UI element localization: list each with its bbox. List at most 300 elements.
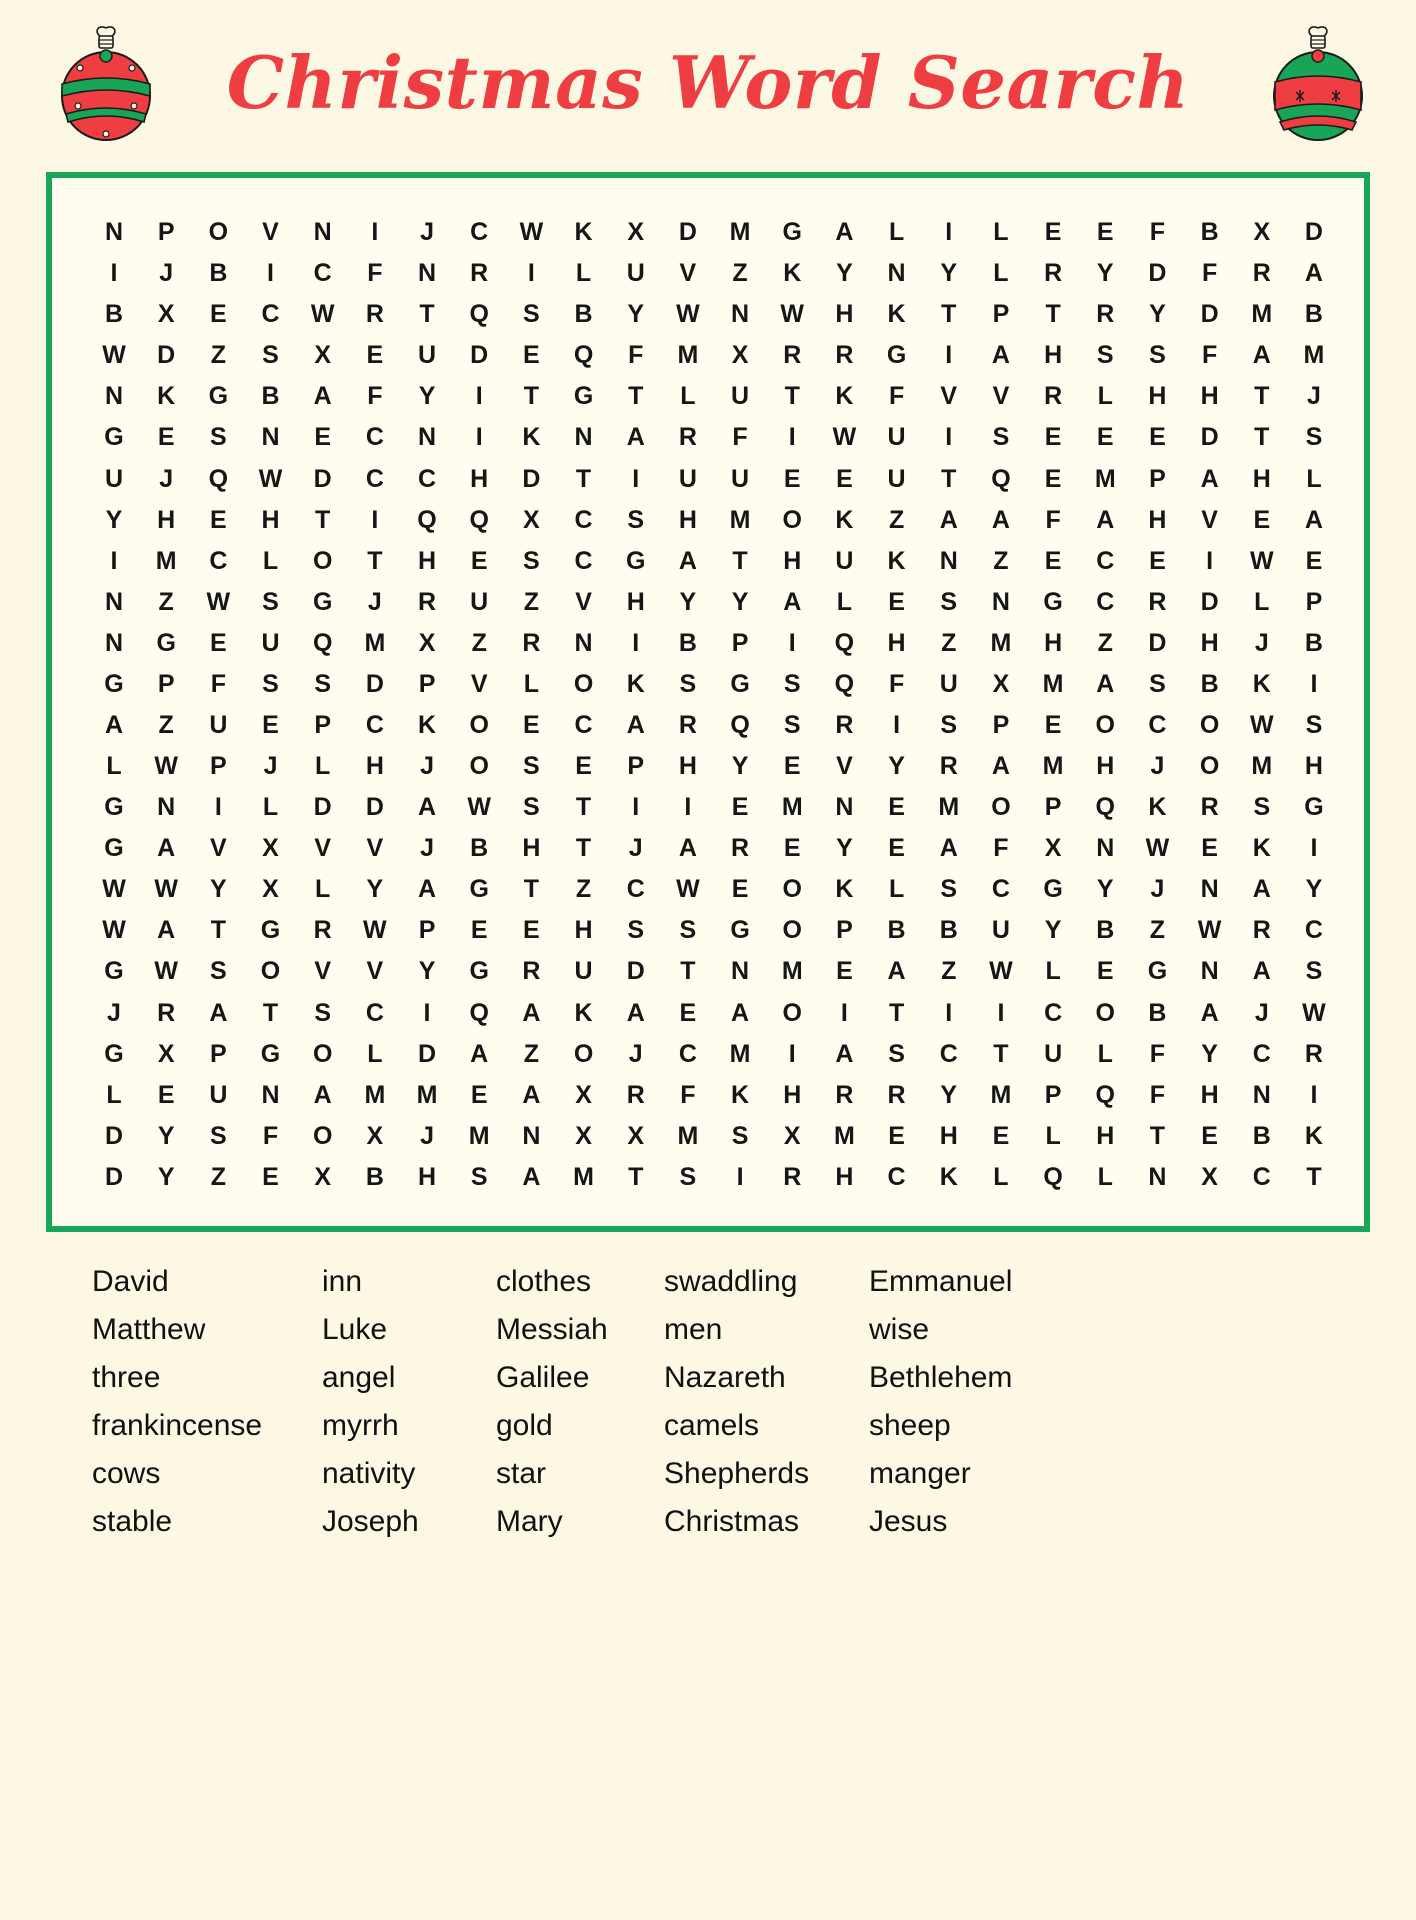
grid-cell[interactable]: C	[1148, 710, 1167, 739]
grid-cell[interactable]: P	[992, 710, 1010, 739]
grid-cell[interactable]: W	[154, 957, 178, 986]
grid-cell[interactable]: B	[1252, 1121, 1271, 1150]
grid-cell[interactable]: E	[836, 957, 853, 986]
grid-cell[interactable]: E	[1253, 505, 1271, 534]
grid-cell[interactable]: G	[104, 669, 124, 698]
grid-cell[interactable]: I	[214, 793, 222, 822]
grid-cell[interactable]: L	[262, 546, 279, 575]
grid-cell[interactable]: W	[1302, 998, 1326, 1027]
grid-cell[interactable]: E	[992, 1121, 1010, 1150]
grid-cell[interactable]: S	[523, 300, 540, 329]
grid-cell[interactable]: E	[210, 628, 227, 657]
word-list-item[interactable]: star	[496, 1457, 547, 1490]
grid-cell[interactable]: Z	[732, 259, 748, 288]
grid-cell[interactable]: U	[991, 916, 1010, 945]
grid-cell[interactable]: E	[157, 1080, 175, 1109]
grid-cell[interactable]: F	[262, 1121, 279, 1150]
grid-cell[interactable]: Z	[210, 341, 226, 370]
grid-cell[interactable]: C	[365, 710, 384, 739]
grid-cell[interactable]: F	[732, 423, 748, 452]
grid-cell[interactable]: F	[367, 259, 383, 288]
grid-cell[interactable]: V	[262, 218, 279, 247]
grid-cell[interactable]: D	[1200, 300, 1219, 329]
grid-cell[interactable]: R	[522, 957, 541, 986]
grid-cell[interactable]: W	[467, 793, 491, 822]
grid-cell[interactable]: A	[939, 834, 958, 863]
grid-cell[interactable]: E	[1096, 957, 1114, 986]
grid-cell[interactable]: M	[781, 793, 803, 822]
grid-cell[interactable]: Y	[836, 834, 853, 863]
grid-cell[interactable]: S	[679, 669, 697, 698]
grid-cell[interactable]: S	[262, 341, 279, 370]
grid-cell[interactable]: F	[1201, 341, 1218, 370]
grid-cell[interactable]: L	[106, 1080, 122, 1109]
grid-cell[interactable]: H	[835, 1162, 854, 1191]
grid-cell[interactable]: Y	[1044, 916, 1062, 945]
grid-cell[interactable]: E	[783, 752, 801, 781]
grid-cell[interactable]: S	[627, 505, 645, 534]
grid-cell[interactable]: Z	[941, 957, 957, 986]
grid-cell[interactable]: M	[729, 505, 751, 534]
grid-cell[interactable]: W	[1249, 546, 1274, 575]
grid-cell[interactable]: P	[731, 628, 749, 657]
grid-cell[interactable]: H	[1200, 1080, 1219, 1109]
grid-cell[interactable]: O	[782, 916, 802, 945]
grid-cell[interactable]: L	[367, 1039, 383, 1068]
grid-cell[interactable]: H	[783, 1080, 802, 1109]
grid-cell[interactable]: Q	[834, 669, 855, 698]
grid-cell[interactable]: J	[1254, 628, 1269, 657]
grid-cell[interactable]: C	[1252, 1039, 1271, 1068]
grid-cell[interactable]: S	[940, 710, 958, 739]
grid-cell[interactable]: L	[1306, 464, 1322, 493]
grid-cell[interactable]: S	[262, 669, 279, 698]
grid-cell[interactable]: F	[1045, 505, 1061, 534]
grid-cell[interactable]: H	[157, 505, 176, 534]
grid-cell[interactable]: S	[523, 793, 540, 822]
grid-cell[interactable]: I	[423, 998, 431, 1027]
grid-cell[interactable]: I	[371, 218, 379, 247]
grid-cell[interactable]: E	[1044, 710, 1062, 739]
grid-cell[interactable]: L	[106, 752, 122, 781]
grid-cell[interactable]: D	[626, 957, 645, 986]
word-list-item[interactable]: Jesus	[869, 1505, 948, 1538]
word-search-grid-panel[interactable]	[46, 172, 1370, 1232]
grid-cell[interactable]: T	[941, 300, 957, 329]
grid-cell[interactable]: A	[470, 1039, 489, 1068]
grid-cell[interactable]: B	[1096, 916, 1115, 945]
grid-cell[interactable]: A	[835, 218, 854, 247]
grid-cell[interactable]: W	[258, 464, 283, 493]
grid-cell[interactable]: V	[679, 259, 697, 288]
grid-cell[interactable]: Y	[105, 505, 123, 534]
grid-cell[interactable]: P	[1044, 793, 1062, 822]
grid-cell[interactable]: J	[628, 834, 643, 863]
grid-cell[interactable]: Y	[1201, 1039, 1218, 1068]
grid-cell[interactable]: L	[1097, 382, 1113, 411]
grid-cell[interactable]: R	[835, 710, 854, 739]
grid-cell[interactable]: E	[210, 505, 227, 534]
grid-cell[interactable]: A	[1096, 505, 1115, 534]
grid-cell[interactable]: S	[1096, 341, 1114, 370]
grid-cell[interactable]: M	[729, 1039, 751, 1068]
grid-cell[interactable]: O	[782, 998, 802, 1027]
grid-cell[interactable]: X	[1044, 834, 1062, 863]
grid-cell[interactable]: L	[993, 218, 1009, 247]
word-list-item[interactable]: Joseph	[322, 1505, 419, 1538]
grid-cell[interactable]: V	[1201, 505, 1218, 534]
grid-cell[interactable]: Z	[1097, 628, 1113, 657]
grid-cell[interactable]: S	[940, 875, 958, 904]
grid-cell[interactable]: Q	[834, 628, 855, 657]
letter-grid[interactable]	[52, 178, 1364, 1226]
grid-cell[interactable]: M	[677, 341, 699, 370]
grid-cell[interactable]: R	[365, 300, 384, 329]
grid-cell[interactable]: N	[991, 587, 1010, 616]
grid-cell[interactable]: Z	[941, 628, 957, 657]
grid-cell[interactable]: O	[573, 1039, 594, 1068]
grid-cell[interactable]: K	[835, 382, 854, 411]
grid-cell[interactable]: P	[157, 218, 175, 247]
grid-cell[interactable]: M	[573, 1162, 594, 1191]
grid-cell[interactable]: P	[1044, 1080, 1062, 1109]
grid-cell[interactable]: V	[575, 587, 592, 616]
grid-cell[interactable]: L	[1097, 1039, 1113, 1068]
grid-cell[interactable]: Q	[573, 341, 594, 370]
grid-cell[interactable]: E	[783, 464, 801, 493]
grid-cell[interactable]: I	[788, 1039, 796, 1068]
grid-cell[interactable]: A	[522, 1080, 541, 1109]
grid-cell[interactable]: O	[1199, 710, 1220, 739]
grid-cell[interactable]: C	[1096, 587, 1115, 616]
grid-cell[interactable]: Y	[210, 875, 227, 904]
grid-cell[interactable]: R	[835, 1080, 854, 1109]
grid-cell[interactable]: T	[680, 957, 696, 986]
grid-cell[interactable]: N	[731, 300, 750, 329]
grid-cell[interactable]: B	[1200, 218, 1219, 247]
grid-cell[interactable]: B	[104, 300, 124, 329]
grid-cell[interactable]: M	[364, 628, 386, 657]
grid-cell[interactable]: X	[627, 218, 645, 247]
grid-cell[interactable]: H	[1304, 752, 1323, 781]
grid-cell[interactable]: J	[420, 218, 434, 247]
grid-cell[interactable]: I	[110, 259, 118, 288]
grid-cell[interactable]: X	[157, 1039, 175, 1068]
grid-cell[interactable]: N	[1148, 1162, 1167, 1191]
grid-cell[interactable]: Y	[366, 875, 384, 904]
grid-cell[interactable]: E	[1201, 1121, 1218, 1150]
grid-cell[interactable]: T	[1149, 1121, 1166, 1150]
grid-cell[interactable]: O	[1095, 998, 1115, 1027]
grid-cell[interactable]: I	[267, 259, 274, 288]
grid-cell[interactable]: X	[992, 669, 1010, 698]
grid-cell[interactable]: Y	[1096, 875, 1114, 904]
grid-cell[interactable]: A	[157, 834, 176, 863]
grid-cell[interactable]: T	[1306, 1162, 1322, 1191]
grid-cell[interactable]: G	[1043, 875, 1063, 904]
grid-cell[interactable]: C	[1044, 998, 1063, 1027]
grid-cell[interactable]: I	[1310, 834, 1318, 863]
grid-cell[interactable]: Z	[523, 1039, 540, 1068]
grid-cell[interactable]: S	[783, 669, 801, 698]
grid-cell[interactable]: Y	[940, 259, 958, 288]
grid-cell[interactable]: T	[262, 998, 279, 1027]
grid-cell[interactable]: P	[836, 916, 853, 945]
grid-cell[interactable]: Q	[469, 998, 489, 1027]
word-list-item[interactable]: Shepherds	[664, 1457, 810, 1490]
grid-cell[interactable]: H	[1200, 382, 1219, 411]
grid-cell[interactable]: G	[312, 587, 333, 616]
grid-cell[interactable]: M	[1303, 341, 1325, 370]
grid-cell[interactable]: K	[522, 423, 541, 452]
grid-cell[interactable]: R	[1304, 1039, 1323, 1068]
grid-cell[interactable]: Z	[471, 628, 487, 657]
grid-cell[interactable]: H	[261, 505, 280, 534]
grid-cell[interactable]: X	[157, 300, 175, 329]
grid-cell[interactable]: N	[1200, 875, 1219, 904]
grid-cell[interactable]: U	[418, 341, 437, 370]
grid-cell[interactable]: N	[418, 423, 437, 452]
grid-cell[interactable]: J	[263, 752, 278, 781]
grid-cell[interactable]: E	[470, 1080, 488, 1109]
grid-cell[interactable]: K	[1252, 834, 1271, 863]
word-list-item[interactable]: swaddling	[664, 1265, 798, 1298]
grid-cell[interactable]: X	[262, 834, 279, 863]
grid-cell[interactable]: K	[939, 1162, 958, 1191]
word-list-item[interactable]: frankincense	[92, 1409, 263, 1442]
grid-cell[interactable]: R	[678, 423, 697, 452]
grid-cell[interactable]: R	[157, 998, 176, 1027]
grid-cell[interactable]: R	[1252, 916, 1271, 945]
word-list-item[interactable]: camels	[664, 1409, 760, 1442]
grid-cell[interactable]: Q	[730, 710, 750, 739]
grid-cell[interactable]: I	[736, 1162, 744, 1191]
grid-cell[interactable]: A	[313, 382, 332, 411]
grid-cell[interactable]: C	[365, 464, 384, 493]
grid-cell[interactable]: I	[475, 382, 483, 411]
grid-cell[interactable]: R	[1252, 259, 1271, 288]
grid-cell[interactable]: Q	[1043, 1162, 1063, 1191]
grid-cell[interactable]: N	[261, 423, 280, 452]
grid-cell[interactable]: T	[419, 300, 435, 329]
grid-cell[interactable]: K	[783, 259, 802, 288]
grid-cell[interactable]: X	[1201, 1162, 1218, 1191]
grid-cell[interactable]: S	[679, 1162, 697, 1191]
grid-cell[interactable]: R	[1200, 793, 1219, 822]
grid-cell[interactable]: U	[574, 957, 593, 986]
grid-cell[interactable]: X	[731, 341, 749, 370]
grid-cell[interactable]: V	[470, 669, 488, 698]
grid-cell[interactable]: A	[1096, 669, 1115, 698]
grid-cell[interactable]: A	[418, 875, 437, 904]
grid-cell[interactable]: C	[418, 464, 437, 493]
grid-cell[interactable]: T	[1254, 382, 1270, 411]
grid-cell[interactable]: T	[888, 998, 905, 1027]
grid-cell[interactable]: U	[887, 423, 906, 452]
grid-cell[interactable]: W	[1197, 916, 1222, 945]
grid-cell[interactable]: W	[519, 218, 544, 247]
grid-cell[interactable]: M	[1042, 669, 1064, 698]
grid-cell[interactable]: T	[628, 1162, 644, 1191]
grid-cell[interactable]: A	[1304, 505, 1323, 534]
grid-cell[interactable]: J	[1307, 382, 1321, 411]
grid-cell[interactable]: M	[677, 1121, 699, 1150]
grid-cell[interactable]: I	[632, 628, 640, 657]
grid-cell[interactable]: P	[627, 752, 645, 781]
grid-cell[interactable]: T	[1254, 423, 1270, 452]
grid-cell[interactable]: E	[1305, 546, 1323, 575]
grid-cell[interactable]: K	[887, 300, 906, 329]
word-list-item[interactable]: Messiah	[496, 1313, 608, 1346]
grid-cell[interactable]: A	[991, 752, 1010, 781]
grid-cell[interactable]: F	[1201, 259, 1218, 288]
word-list-item[interactable]: wise	[869, 1313, 930, 1346]
grid-cell[interactable]: O	[573, 669, 594, 698]
grid-cell[interactable]: U	[104, 464, 124, 493]
grid-cell[interactable]: T	[628, 382, 644, 411]
grid-cell[interactable]: T	[315, 505, 331, 534]
grid-cell[interactable]: R	[1044, 259, 1063, 288]
grid-cell[interactable]: A	[939, 505, 958, 534]
grid-cell[interactable]: M	[416, 1080, 438, 1109]
grid-cell[interactable]: O	[782, 875, 802, 904]
grid-cell[interactable]: D	[1200, 587, 1219, 616]
grid-cell[interactable]: M	[990, 1080, 1012, 1109]
grid-cell[interactable]: M	[1094, 464, 1116, 493]
grid-cell[interactable]: D	[104, 1121, 124, 1150]
grid-cell[interactable]: B	[678, 628, 697, 657]
grid-cell[interactable]: E	[888, 587, 905, 616]
grid-cell[interactable]: P	[1305, 587, 1323, 616]
grid-cell[interactable]: C	[1096, 546, 1115, 575]
grid-cell[interactable]: F	[210, 669, 226, 698]
grid-cell[interactable]: E	[470, 546, 488, 575]
grid-cell[interactable]: Y	[731, 587, 749, 616]
grid-cell[interactable]: X	[314, 1162, 332, 1191]
grid-cell[interactable]: A	[1252, 957, 1271, 986]
grid-cell[interactable]: G	[104, 957, 124, 986]
grid-cell[interactable]: F	[367, 382, 383, 411]
grid-cell[interactable]: A	[991, 505, 1010, 534]
grid-cell[interactable]: C	[574, 710, 593, 739]
grid-cell[interactable]: X	[523, 505, 540, 534]
grid-cell[interactable]: C	[678, 1039, 697, 1068]
grid-cell[interactable]: U	[470, 587, 489, 616]
grid-cell[interactable]: X	[418, 628, 436, 657]
grid-cell[interactable]: I	[997, 998, 1005, 1027]
word-list-item[interactable]: David	[92, 1265, 169, 1298]
grid-cell[interactable]: W	[102, 875, 126, 904]
grid-cell[interactable]: C	[313, 259, 332, 288]
grid-cell[interactable]: H	[574, 916, 593, 945]
grid-cell[interactable]: U	[835, 546, 854, 575]
word-list-item[interactable]: Nazareth	[664, 1361, 786, 1394]
grid-cell[interactable]: H	[678, 752, 697, 781]
grid-cell[interactable]: O	[991, 793, 1011, 822]
grid-cell[interactable]: J	[107, 998, 121, 1027]
grid-cell[interactable]: A	[157, 916, 176, 945]
grid-cell[interactable]: R	[783, 1162, 802, 1191]
grid-cell[interactable]: G	[208, 382, 229, 411]
grid-cell[interactable]: W	[676, 300, 700, 329]
grid-cell[interactable]: R	[1044, 382, 1063, 411]
grid-cell[interactable]: D	[365, 669, 384, 698]
grid-cell[interactable]: A	[418, 793, 437, 822]
grid-cell[interactable]: N	[939, 546, 958, 575]
grid-cell[interactable]: I	[893, 710, 901, 739]
word-list-item[interactable]: Christmas	[664, 1505, 800, 1538]
grid-cell[interactable]: Z	[993, 546, 1009, 575]
grid-cell[interactable]: F	[628, 341, 644, 370]
grid-cell[interactable]: E	[523, 916, 540, 945]
word-list-item[interactable]: manger	[869, 1457, 971, 1490]
word-list-item[interactable]: Bethlehem	[869, 1361, 1013, 1394]
grid-cell[interactable]: W	[1249, 710, 1274, 739]
grid-cell[interactable]: B	[1200, 669, 1219, 698]
word-list-item[interactable]: inn	[322, 1265, 363, 1298]
grid-cell[interactable]: O	[312, 1039, 333, 1068]
grid-cell[interactable]: E	[157, 423, 175, 452]
grid-cell[interactable]: C	[1252, 1162, 1271, 1191]
grid-cell[interactable]: D	[1148, 628, 1167, 657]
grid-cell[interactable]: H	[1148, 382, 1167, 411]
grid-cell[interactable]: K	[157, 382, 176, 411]
grid-cell[interactable]: U	[887, 464, 906, 493]
grid-cell[interactable]: S	[940, 587, 958, 616]
grid-cell[interactable]: S	[627, 916, 645, 945]
grid-cell[interactable]: B	[887, 916, 906, 945]
grid-cell[interactable]: C	[1304, 916, 1323, 945]
grid-cell[interactable]: A	[1252, 875, 1271, 904]
grid-cell[interactable]: T	[575, 793, 592, 822]
grid-cell[interactable]: S	[262, 587, 279, 616]
grid-cell[interactable]: L	[993, 259, 1009, 288]
grid-cell[interactable]: M	[1042, 752, 1064, 781]
grid-cell[interactable]: W	[363, 916, 387, 945]
grid-cell[interactable]: H	[1200, 628, 1219, 657]
grid-cell[interactable]: X	[1253, 218, 1271, 247]
grid-cell[interactable]: R	[678, 710, 697, 739]
grid-cell[interactable]: H	[418, 1162, 437, 1191]
grid-cell[interactable]: S	[314, 998, 332, 1027]
grid-cell[interactable]: O	[208, 218, 229, 247]
grid-cell[interactable]: O	[469, 710, 489, 739]
grid-cell[interactable]: E	[210, 300, 227, 329]
grid-cell[interactable]: U	[626, 259, 645, 288]
grid-cell[interactable]: U	[939, 669, 958, 698]
grid-cell[interactable]: L	[1254, 587, 1270, 616]
grid-cell[interactable]: H	[835, 300, 854, 329]
grid-cell[interactable]: G	[1043, 587, 1063, 616]
grid-cell[interactable]: M	[833, 1121, 855, 1150]
grid-cell[interactable]: G	[469, 875, 489, 904]
grid-cell[interactable]: I	[945, 341, 953, 370]
grid-cell[interactable]: J	[367, 587, 382, 616]
grid-cell[interactable]: X	[366, 1121, 384, 1150]
grid-cell[interactable]: Y	[157, 1121, 175, 1150]
grid-cell[interactable]: J	[159, 259, 174, 288]
grid-cell[interactable]: E	[1044, 546, 1062, 575]
grid-cell[interactable]: H	[1252, 464, 1271, 493]
grid-cell[interactable]: J	[1150, 875, 1165, 904]
grid-cell[interactable]: Q	[1095, 793, 1115, 822]
grid-cell[interactable]: T	[575, 834, 592, 863]
grid-cell[interactable]: S	[679, 916, 697, 945]
word-list-item[interactable]: men	[664, 1313, 723, 1346]
grid-cell[interactable]: L	[1045, 957, 1061, 986]
grid-cell[interactable]: I	[371, 505, 379, 534]
grid-cell[interactable]: S	[1149, 341, 1166, 370]
